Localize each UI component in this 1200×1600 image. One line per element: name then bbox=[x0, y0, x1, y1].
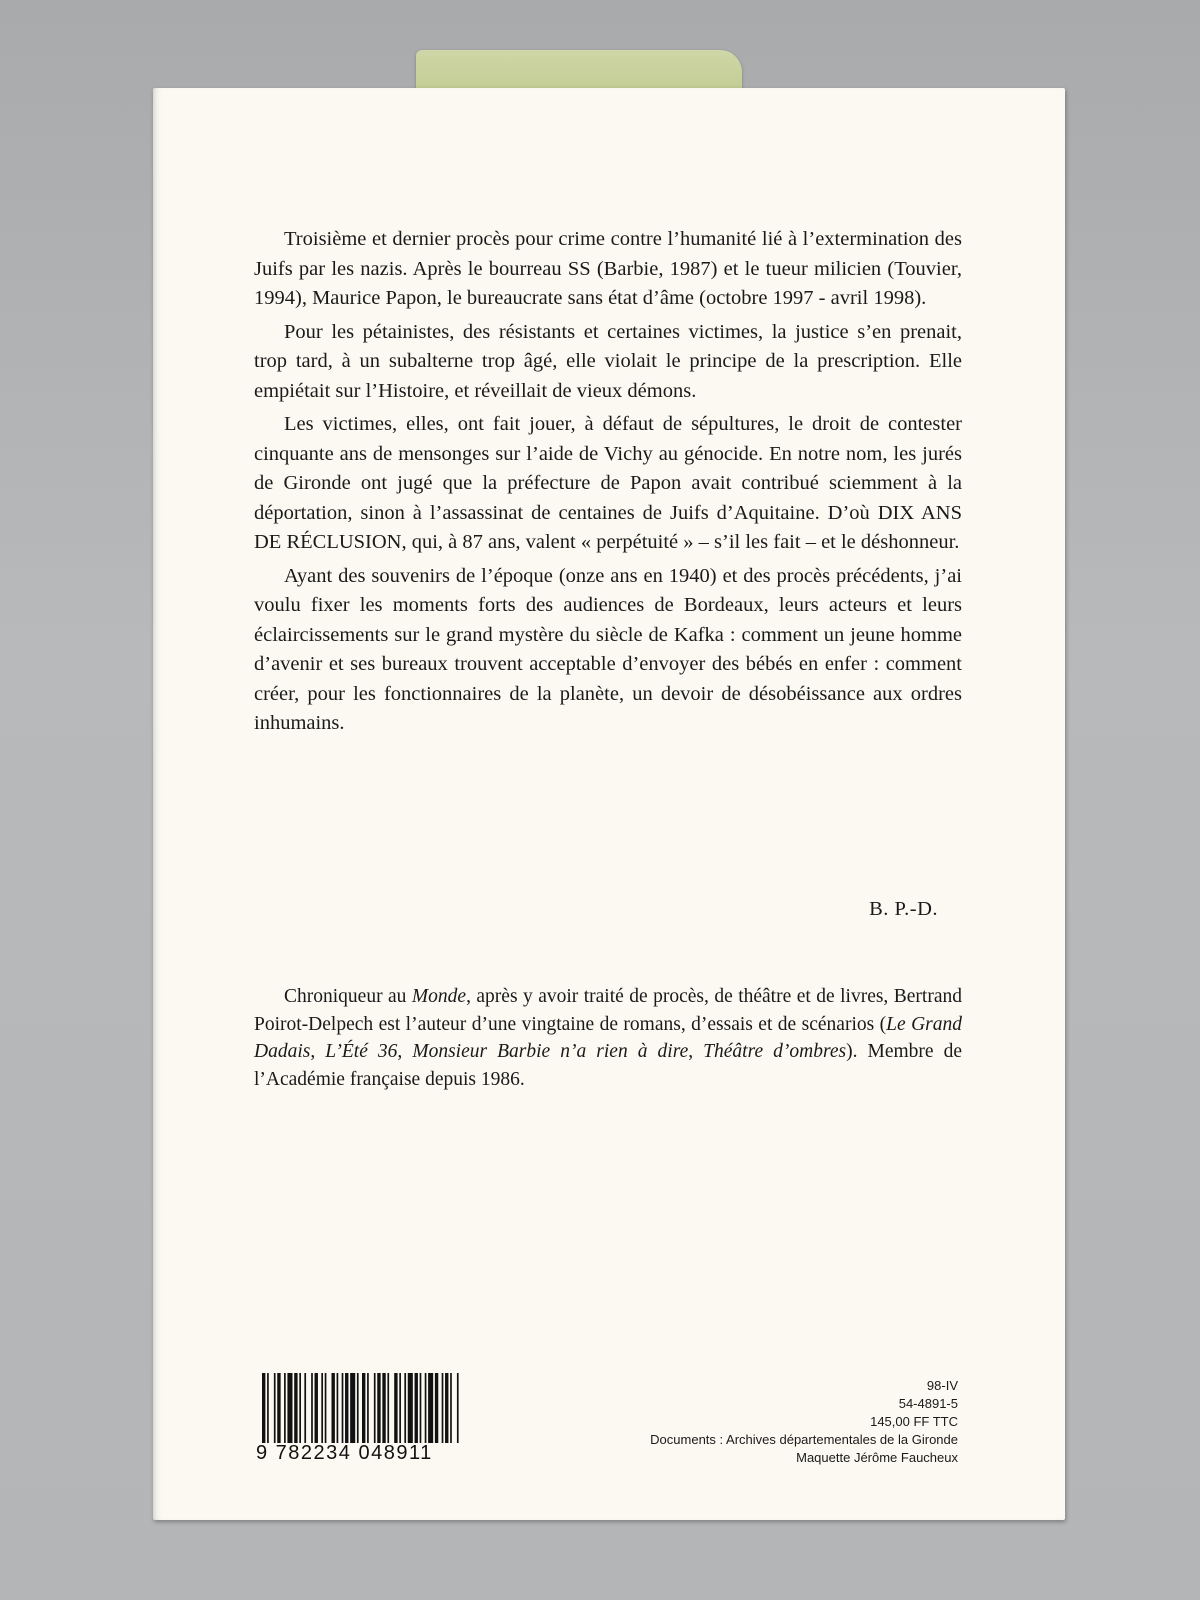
isbn-number: 9 782234 048911 bbox=[256, 1442, 433, 1464]
bio-title: Théâtre d’ombres bbox=[703, 1041, 847, 1062]
bio-text: ). Membre de l’Académie française depuis 1986. bbox=[254, 1041, 963, 1090]
barcode-bar bbox=[274, 1373, 276, 1443]
barcode-bar bbox=[420, 1373, 422, 1443]
documents-credit: Documents : Archives départementales de la Gironde bbox=[650, 1432, 958, 1447]
barcode-bar bbox=[408, 1373, 413, 1443]
barcode-bar bbox=[321, 1373, 323, 1443]
bio-title: L’Été 36 bbox=[325, 1041, 398, 1062]
reference-number: 54-4891-5 bbox=[898, 1396, 958, 1411]
barcode-bar bbox=[315, 1373, 318, 1443]
barcode-bar bbox=[345, 1373, 348, 1443]
author-initials: B. P.-D. bbox=[869, 898, 938, 920]
barcode-bar bbox=[304, 1373, 306, 1443]
publication-info bbox=[650, 1377, 958, 1467]
bio-text: , bbox=[397, 1041, 413, 1062]
bio-text: Chroniqueur au bbox=[284, 986, 412, 1007]
barcode-bar bbox=[331, 1373, 334, 1443]
barcode-bar bbox=[374, 1373, 376, 1443]
bio-text: , bbox=[688, 1041, 704, 1062]
barcode-bar bbox=[277, 1373, 280, 1443]
barcode-bar bbox=[387, 1373, 389, 1443]
barcode-bar bbox=[394, 1373, 397, 1443]
barcode-bar bbox=[428, 1373, 433, 1443]
barcode-bar bbox=[445, 1373, 448, 1443]
author-bio bbox=[254, 983, 962, 1093]
barcode-bar bbox=[342, 1373, 344, 1443]
barcode-bar bbox=[382, 1373, 385, 1443]
barcode-bar bbox=[362, 1373, 365, 1443]
barcode-bar bbox=[442, 1373, 444, 1443]
barcode-bar bbox=[367, 1373, 369, 1443]
blurb-paragraph-4: Ayant des souvenirs de l’époque (onze ans en 1940) et des procès précédents, j’ai voulu fixer les moments forts des audiences de Bordeaux, leurs acteurs et leurs éclaircissements sur le grand mystère du siècle de Kafka : comment un jeune homme d’avenir et ses bureaux trouvent acceptable d’envoyer des bébés en enfer : comment créer, pour les fonctionnaires de la planète, un devoir de désobéissance aux ordres inhumains. bbox=[254, 564, 962, 734]
barcode-bar bbox=[287, 1373, 292, 1443]
blurb-paragraph-2: Pour les pétainistes, des résistants et certaines victimes, la justice s’en prenait, trop tard, à un subalterne trop âgé, elle violait le principe de la prescription. Elle empiétait sur l’Histoire, et réveillait de vieux démons. bbox=[254, 320, 962, 402]
barcode-bar bbox=[311, 1373, 313, 1443]
bio-title: Monde bbox=[411, 986, 467, 1007]
barcode-bar bbox=[404, 1373, 406, 1443]
bio-title: Monsieur Barbie n’a rien à dire bbox=[412, 1041, 689, 1062]
barcode-bar bbox=[262, 1373, 265, 1443]
blurb bbox=[254, 225, 962, 743]
price: 145,00 FF TTC bbox=[870, 1414, 958, 1429]
edition-code: 98-IV bbox=[926, 1378, 958, 1393]
barcode-bar bbox=[357, 1373, 359, 1443]
barcode-bar bbox=[284, 1373, 286, 1443]
barcode bbox=[262, 1373, 462, 1443]
layout-credit: Maquette Jérôme Faucheux bbox=[796, 1450, 958, 1465]
barcode-bar bbox=[377, 1373, 380, 1443]
blurb-paragraph-1: Troisième et dernier procès pour crime contre l’humanité lié à l’extermination des Juifs par les nazis. Après le bourreau SS (Barbie, 1987) et le tueur milicien (Touvier, 1994), Maurice Papon, le bureaucrate sans état d’âme (octobre 1997 - avril 1998). bbox=[254, 228, 962, 309]
barcode-bar bbox=[457, 1373, 459, 1443]
barcode-bar bbox=[415, 1373, 418, 1443]
barcode-bar bbox=[350, 1373, 355, 1443]
bio-text: , après y avoir traité de procès, de théâtre et de livres, Bertrand Poirot-Delpech est l’auteur d’une vingtaine de romans, d’essais et de scénarios ( bbox=[254, 986, 962, 1035]
barcode-bar bbox=[425, 1373, 427, 1443]
barcode-bar bbox=[399, 1373, 401, 1443]
barcode-bar bbox=[325, 1373, 327, 1443]
barcode-bar bbox=[337, 1373, 339, 1443]
barcode-bar bbox=[267, 1373, 269, 1443]
barcode-bar bbox=[450, 1373, 452, 1443]
barcode-bar bbox=[435, 1373, 438, 1443]
bio-title: Le Grand Dadais bbox=[254, 1013, 962, 1062]
bio-text: , bbox=[310, 1041, 326, 1062]
barcode-bar bbox=[299, 1373, 301, 1443]
barcode-bar bbox=[294, 1373, 297, 1443]
blurb-paragraph-3: Les victimes, elles, ont fait jouer, à défaut de sépultures, le droit de contester cinquante ans de mensonges sur l’aide de Vichy au génocide. En notre nom, les jurés de Gironde ont jugé que la préfecture de Papon avait contribué sciemment à la déportation, sinon à l’assassinat de centaines de Juifs d’Aquitaine. D’où DIX ANS DE RÉCLUSION, qui, à 87 ans, valent « perpétuité » – s’il les fait – et le déshonneur. bbox=[254, 413, 962, 553]
